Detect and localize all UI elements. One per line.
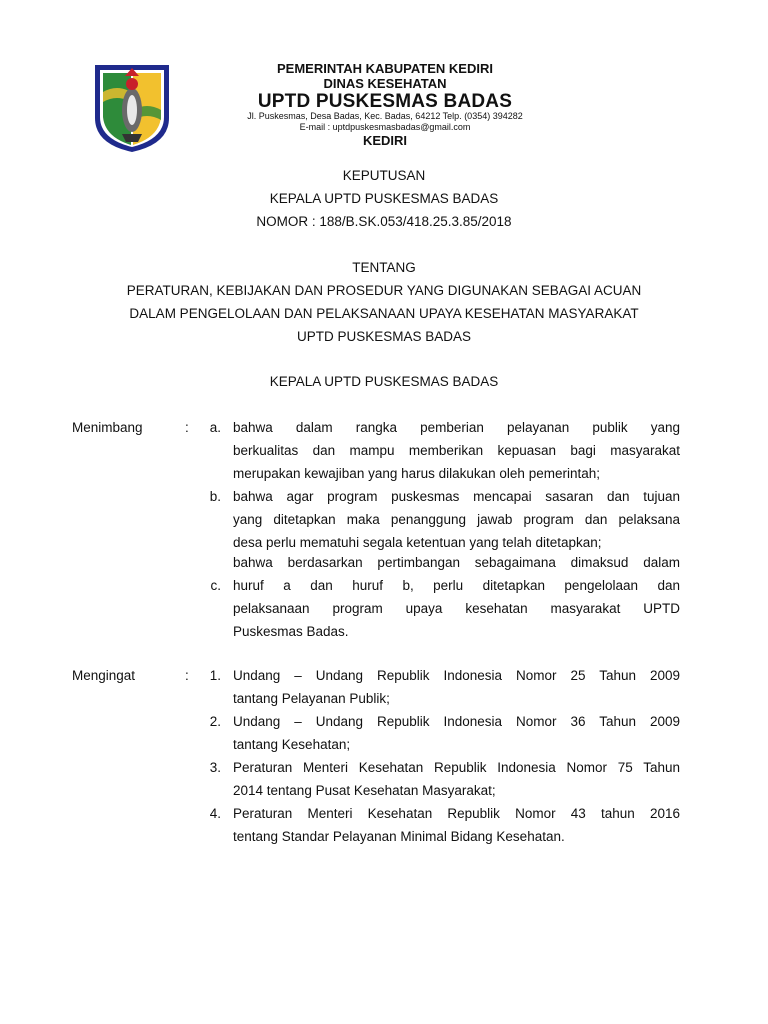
legal-basis-line: tentang Standar Pelayanan Minimal Bidang Kesehatan. (233, 829, 565, 844)
consideration-line: bahwa berdasarkan pertimbangan sebagaimana dimaksud dalam (233, 555, 680, 570)
menimbang-colon: : (185, 420, 189, 435)
consideration-marker: c. (210, 578, 221, 593)
letterhead-email: E-mail : uptdpuskesmasbadas@gmail.com (299, 122, 471, 132)
decree-issuer: KEPALA UPTD PUSKESMAS BADAS (269, 191, 499, 206)
decree-type: KEPUTUSAN (342, 168, 426, 183)
legal-basis-line: Undang – Undang Republik Indonesia Nomor 36 Tahun 2009 (233, 714, 680, 729)
consideration-marker: a. (209, 420, 221, 435)
legal-basis-line: Peraturan Menteri Kesehatan Republik Nomor 43 tahun 2016 (233, 806, 680, 821)
consideration-line: Puskesmas Badas. (233, 624, 349, 639)
kabupaten-kediri-emblem (92, 62, 172, 154)
legal-basis-marker: 4. (209, 806, 221, 821)
consideration-line: merupakan kewajiban yang harus dilakukan oleh pemerintah; (233, 466, 600, 481)
mengingat-colon: : (185, 668, 189, 683)
letterhead-city: KEDIRI (362, 133, 408, 148)
decree-title-line: PERATURAN, KEBIJAKAN DAN PROSEDUR YANG DIGUNAKAN SEBAGAI ACUAN (126, 283, 642, 298)
consideration-line: berkualitas dan mampu memberikan kepuasan bagi masyarakat (233, 443, 680, 458)
letterhead-government: PEMERINTAH KABUPATEN KEDIRI (277, 61, 493, 76)
letterhead-agency: DINAS KESEHATAN (323, 76, 447, 91)
decree-about-label: TENTANG (352, 260, 416, 275)
legal-basis-marker: 1. (209, 668, 221, 683)
legal-basis-line: tantang Pelayanan Publik; (233, 691, 390, 706)
letterhead-address: Jl. Puskesmas, Desa Badas, Kec. Badas, 64212 Telp. (0354) 394282 (247, 111, 523, 121)
consideration-line: bahwa dalam rangka pemberian pelayanan publik yang (233, 420, 680, 435)
legal-basis-line: Undang – Undang Republik Indonesia Nomor 25 Tahun 2009 (233, 668, 680, 683)
legal-basis-line: 2014 tentang Pusat Kesehatan Masyarakat; (233, 783, 496, 798)
decree-number: NOMOR : 188/B.SK.053/418.25.3.85/2018 (256, 214, 512, 229)
legal-basis-line: tantang Kesehatan; (233, 737, 351, 752)
legal-basis-line: Peraturan Menteri Kesehatan Republik Indonesia Nomor 75 Tahun (233, 760, 680, 775)
menimbang-label: Menimbang (72, 420, 143, 435)
legal-basis-marker: 3. (209, 760, 221, 775)
consideration-line: bahwa agar program puskesmas mencapai sasaran dan tujuan (233, 489, 680, 504)
consideration-line: pelaksanaan program upaya kesehatan masyarakat UPTD (233, 601, 680, 616)
mengingat-label: Mengingat (72, 668, 136, 683)
decree-official: KEPALA UPTD PUSKESMAS BADAS (269, 374, 499, 389)
decree-title-line: UPTD PUSKESMAS BADAS (296, 329, 472, 344)
consideration-line: huruf a dan huruf b, perlu ditetapkan pengelolaan dan (233, 578, 680, 593)
legal-basis-marker: 2. (209, 714, 221, 729)
consideration-marker: b. (209, 489, 221, 504)
consideration-line: yang ditetapkan maka penanggung jawab program dan pelaksana (233, 512, 680, 527)
letterhead-name: UPTD PUSKESMAS BADAS (257, 91, 513, 112)
consideration-line: desa perlu mematuhi segala ketentuan yang telah ditetapkan; (233, 535, 602, 550)
decree-title-line: DALAM PENGELOLAAN DAN PELAKSANAAN UPAYA KESEHATAN MASYARAKAT (129, 306, 639, 321)
